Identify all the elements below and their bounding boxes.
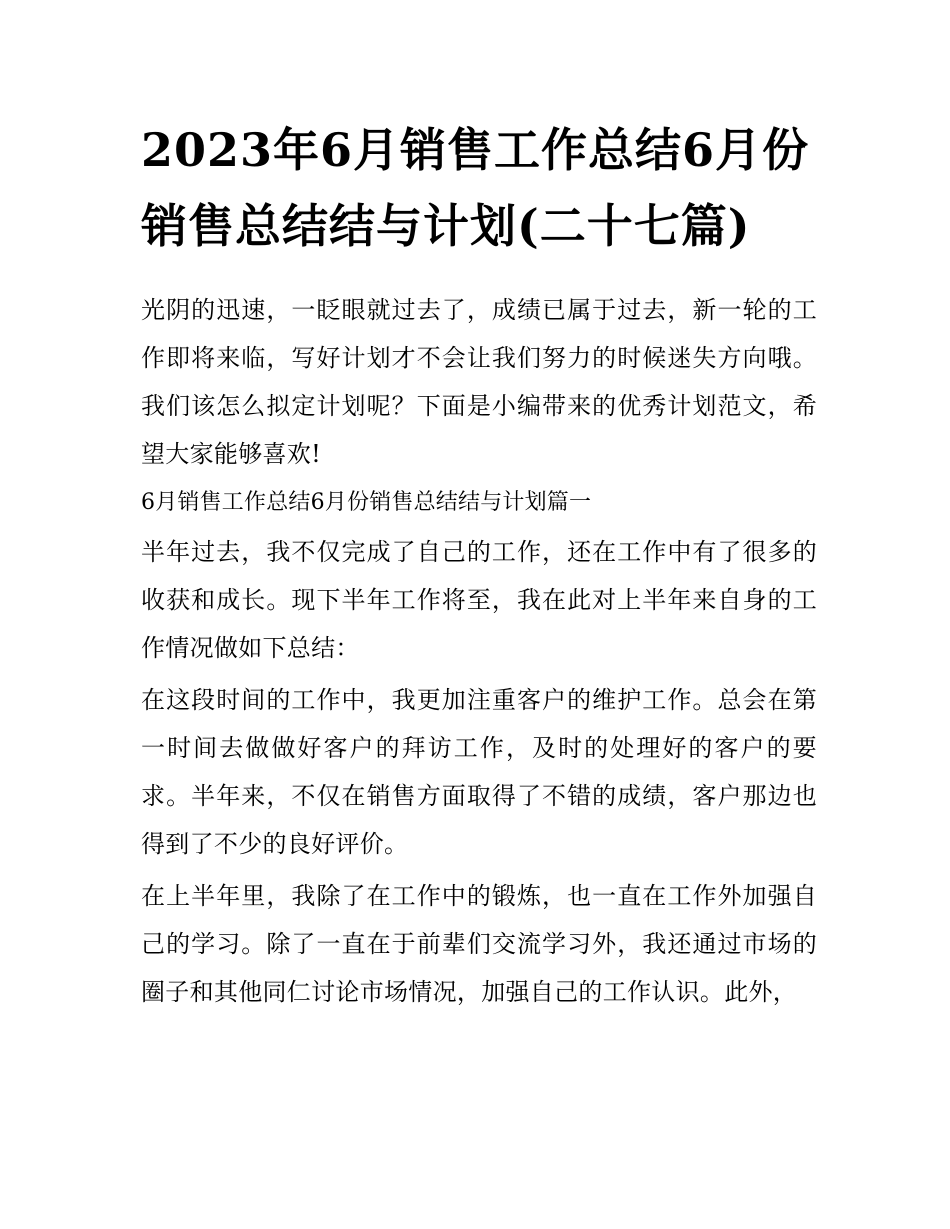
body-paragraph: 半年过去，我不仅完成了自己的工作，还在工作中有了很多的收获和成长。现下半年工作将至，我在此对上半年来自身的工作情况做如下总结： (141, 538, 817, 662)
section-heading: 6月销售工作总结6月份销售总结结与计划篇一 (141, 490, 592, 515)
body-paragraph: 在这段时间的工作中，我更加注重客户的维护工作。总会在第一时间去做做好客户的拜访工作，及时的处理好的客户的要求。半年来，不仅在销售方面取得了不错的成绩，客户那边也得到了不少的良好评价。 (141, 686, 817, 858)
intro-paragraph: 光阴的迅速，一眨眼就过去了，成绩已属于过去，新一轮的工作即将来临，写好计划才不会让我们努力的时候迷失方向哦。我们该怎么拟定计划呢？下面是小编带来的优秀计划范文，希望大家能够喜欢! (141, 296, 817, 468)
document-title: 2023年6月销售工作总结6月份销售总结结与计划(二十七篇) (141, 123, 810, 253)
document-body (141, 112, 817, 1020)
body-paragraph: 在上半年里，我除了在工作中的锻炼，也一直在工作外加强自己的学习。除了一直在于前辈们交流学习外，我还通过市场的圈子和其他同仁讨论市场情况，加强自己的工作认识。此外， (141, 882, 817, 1006)
